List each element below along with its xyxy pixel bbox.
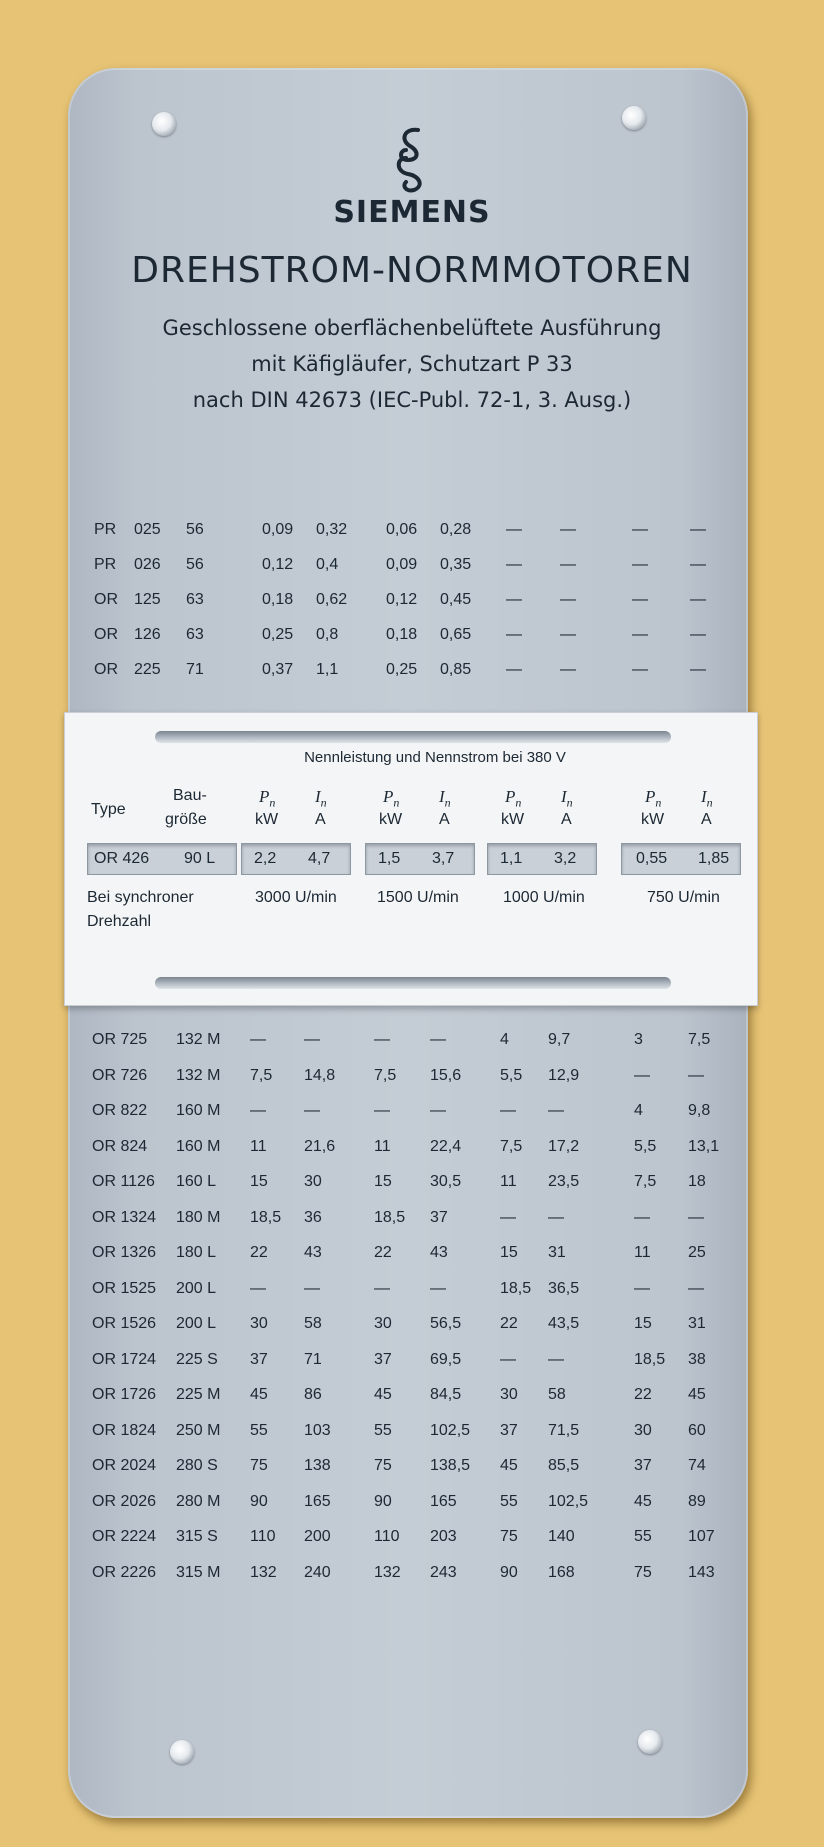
table-cell: — (506, 661, 522, 678)
table-cell: 0,65 (440, 626, 472, 643)
table-cell: — (690, 626, 706, 643)
table-cell: 45 (374, 1386, 392, 1403)
table-cell: 22,4 (430, 1137, 462, 1155)
slider-slot-bottom (155, 977, 671, 989)
window-value: 1,1 (500, 850, 523, 867)
table-cell: — (688, 1208, 704, 1226)
screw-top-left (152, 112, 176, 136)
table-cell: OR 2226 (92, 1563, 157, 1581)
table-cell: 110 (374, 1528, 400, 1545)
table-cell: 25 (688, 1244, 706, 1261)
table-cell: 85,5 (548, 1457, 580, 1474)
table-cell: 74 (688, 1457, 706, 1474)
window-value: 0,55 (636, 850, 668, 867)
table-cell: 225 S (176, 1350, 218, 1368)
table-row (0, 1061, 824, 1091)
table-cell: — (632, 591, 648, 608)
power-subscript: n (269, 795, 276, 810)
table-cell: 132 (250, 1563, 277, 1581)
speed-1500: 1500 U/min (377, 889, 459, 906)
table-cell: — (634, 1066, 650, 1084)
power-symbol: $P_n$ (645, 787, 662, 810)
speed-1000: 1000 U/min (503, 889, 585, 906)
table-cell: PR (94, 521, 117, 538)
table-cell: 280 S (176, 1457, 218, 1474)
table-cell: OR 1526 (92, 1315, 157, 1332)
table-cell: 22 (250, 1244, 268, 1261)
table-cell: 200 L (176, 1315, 217, 1332)
table-cell: — (632, 626, 648, 643)
table-row (0, 1487, 824, 1517)
table-cell: — (548, 1208, 564, 1226)
speed-750: 750 U/min (647, 889, 720, 906)
table-cell: OR 824 (92, 1137, 148, 1155)
table-cell: 9,7 (548, 1031, 571, 1048)
unit-a: A (439, 811, 450, 828)
table-cell: 30 (304, 1173, 322, 1190)
table-cell: 9,8 (688, 1102, 711, 1119)
table-cell: 38 (688, 1350, 706, 1368)
table-cell: 55 (500, 1492, 518, 1510)
table-cell: 132 (374, 1563, 401, 1581)
table-cell: 43 (430, 1244, 448, 1261)
table-cell: 132 M (176, 1031, 221, 1048)
table-cell: 22 (500, 1315, 518, 1332)
table-cell: 56 (186, 521, 204, 538)
unit-kw: kW (501, 811, 525, 828)
table-cell: 5,5 (500, 1066, 523, 1084)
table-cell: — (634, 1208, 650, 1226)
table-cell: 200 L (176, 1279, 217, 1297)
table-cell: 160 M (176, 1137, 221, 1155)
table-cell: 75 (500, 1528, 518, 1545)
slider-slot-top (155, 731, 671, 743)
table-cell: 126 (134, 626, 161, 643)
unit-kw: kW (379, 811, 403, 828)
table-cell: OR 1724 (92, 1350, 157, 1368)
table-cell: — (690, 591, 706, 608)
table-cell: — (506, 556, 522, 573)
table-cell: 0,18 (262, 591, 294, 608)
table-cell: — (250, 1279, 266, 1297)
table-cell: 7,5 (634, 1173, 657, 1190)
value-window-1000 (487, 843, 597, 875)
table-row (0, 1096, 824, 1126)
table-cell: — (304, 1279, 320, 1297)
table-cell: 36 (304, 1208, 322, 1226)
table-cell: — (374, 1279, 390, 1297)
unit-a: A (315, 811, 326, 828)
subtitle-line: mit Käfigläufer, Schutzart P 33 (251, 352, 573, 376)
table-cell: 18,5 (500, 1279, 532, 1297)
table-cell: 56 (186, 556, 204, 573)
screw-bottom-left (170, 1740, 194, 1764)
table-cell: 102,5 (548, 1492, 589, 1510)
table-cell: OR 1324 (92, 1208, 157, 1226)
table-cell: 125 (134, 591, 161, 608)
window-value: 3,2 (554, 850, 577, 867)
value-window-750 (621, 843, 741, 875)
table-cell: OR 1525 (92, 1279, 157, 1297)
footer-label-1: Bei synchroner (87, 889, 194, 906)
table-cell: — (374, 1031, 390, 1048)
table-cell: 240 (304, 1563, 331, 1581)
unit-kw: kW (641, 811, 665, 828)
table-cell: 143 (688, 1563, 715, 1581)
table-cell: 7,5 (688, 1031, 711, 1048)
window-value: 1,85 (698, 850, 730, 867)
table-cell: 30 (500, 1386, 518, 1403)
table-cell: 0,25 (262, 626, 294, 643)
table-cell: 15,6 (430, 1066, 462, 1084)
table-cell: — (430, 1279, 446, 1297)
table-cell: 71 (304, 1350, 322, 1368)
table-cell: — (548, 1350, 564, 1368)
table-cell: 11 (500, 1173, 517, 1190)
table-cell: 138,5 (430, 1457, 471, 1474)
table-cell: — (634, 1279, 650, 1297)
table-cell: 200 (304, 1528, 331, 1545)
table-cell: 55 (634, 1528, 652, 1545)
table-cell: 71 (186, 661, 204, 678)
brand-name: SIEMENS (333, 195, 491, 230)
table-cell: OR 1824 (92, 1421, 157, 1439)
table-row (0, 1238, 824, 1268)
table-cell: 1,1 (316, 661, 339, 678)
table-cell: — (690, 556, 706, 573)
table-cell: 0,06 (386, 521, 418, 538)
table-cell: 22 (634, 1386, 652, 1403)
table-row (0, 1309, 824, 1339)
table-cell: 45 (688, 1386, 706, 1403)
table-cell: — (506, 521, 522, 538)
table-cell: 132 M (176, 1066, 221, 1084)
table-cell: 140 (548, 1528, 575, 1545)
table-cell: 5,5 (634, 1137, 657, 1155)
table-cell: — (250, 1102, 266, 1119)
table-row (0, 1203, 824, 1233)
table-cell: 37 (500, 1421, 518, 1439)
table-cell: 63 (186, 591, 204, 608)
table-cell: — (560, 556, 576, 573)
table-cell: 71,5 (548, 1421, 580, 1439)
table-cell: 165 (304, 1492, 331, 1510)
table-cell: 11 (250, 1137, 267, 1155)
table-cell: 103 (304, 1421, 331, 1439)
table-cell: 7,5 (374, 1066, 397, 1084)
table-cell: OR (94, 661, 118, 678)
table-cell: 168 (548, 1563, 575, 1581)
table-cell: 90 (250, 1492, 268, 1510)
table-cell: 0,37 (262, 661, 294, 678)
power-symbol: $P_n$ (383, 787, 400, 810)
slider-header: Nennleistung und Nennstrom bei 380 V (304, 749, 566, 766)
table-cell: 30 (634, 1421, 652, 1439)
col-size-label-2: größe (165, 811, 207, 828)
table-cell: 15 (250, 1173, 268, 1190)
table-cell: 30 (250, 1315, 268, 1332)
table-cell: 7,5 (500, 1137, 523, 1155)
table-cell: — (632, 521, 648, 538)
table-cell: 250 M (176, 1421, 221, 1439)
table-cell: 18 (688, 1173, 706, 1190)
value-window-type (87, 843, 237, 875)
window-value: 4,7 (308, 850, 331, 867)
value-window-1500 (365, 843, 475, 875)
table-row (0, 1274, 824, 1304)
table-cell: 15 (634, 1315, 652, 1332)
table-cell: 69,5 (430, 1350, 462, 1368)
table-cell: 11 (634, 1244, 651, 1261)
table-cell: 110 (250, 1528, 276, 1545)
power-subscript: n (515, 795, 522, 810)
current-symbol: $I_n$ (315, 787, 327, 810)
table-cell: OR 1326 (92, 1244, 157, 1261)
table-cell: 58 (548, 1386, 566, 1403)
table-cell: 90 (500, 1563, 518, 1581)
speed-3000: 3000 U/min (255, 889, 337, 906)
table-cell: 243 (430, 1563, 457, 1581)
table-cell: — (506, 626, 522, 643)
table-cell: OR 2026 (92, 1492, 157, 1510)
table-cell: — (560, 521, 576, 538)
table-cell: 37 (374, 1350, 392, 1368)
table-cell: — (500, 1102, 516, 1119)
table-cell: — (304, 1031, 320, 1048)
table-cell: — (632, 661, 648, 678)
table-row (0, 655, 824, 685)
table-row (0, 1451, 824, 1481)
table-cell: 0,8 (316, 626, 339, 643)
table-cell: 0,09 (386, 556, 418, 573)
table-cell: 225 M (176, 1386, 221, 1403)
table-cell: 13,1 (688, 1137, 720, 1155)
table-cell: 7,5 (250, 1066, 273, 1084)
table-cell: 18,5 (634, 1350, 666, 1368)
table-cell: 30 (374, 1315, 392, 1332)
table-cell: 11 (374, 1137, 391, 1155)
table-cell: — (430, 1031, 446, 1048)
table-cell: — (632, 556, 648, 573)
table-cell: 37 (634, 1457, 652, 1474)
table-row (0, 1167, 824, 1197)
current-subscript: n (566, 795, 573, 810)
table-cell: 30,5 (430, 1173, 462, 1190)
table-cell: 0,25 (386, 661, 418, 678)
table-cell: OR (94, 626, 118, 643)
table-cell: 55 (374, 1421, 392, 1439)
table-cell: — (430, 1102, 446, 1119)
table-cell: OR 1126 (92, 1173, 155, 1190)
power-symbol: $P_n$ (259, 787, 276, 810)
table-cell: — (560, 661, 576, 678)
current-subscript: n (320, 795, 327, 810)
table-row (0, 515, 824, 545)
table-cell: OR 1726 (92, 1386, 157, 1403)
table-cell: OR (94, 591, 118, 608)
table-cell: 75 (250, 1457, 268, 1474)
table-cell: 22 (374, 1244, 392, 1261)
table-cell: — (250, 1031, 266, 1048)
table-cell: 18,5 (250, 1208, 282, 1226)
table-cell: 45 (634, 1492, 652, 1510)
table-cell: 0,09 (262, 521, 294, 538)
unit-kw: kW (255, 811, 279, 828)
table-cell: 63 (186, 626, 204, 643)
table-cell: OR 726 (92, 1066, 148, 1084)
table-cell: 160 M (176, 1102, 221, 1119)
value-window-3000 (241, 843, 351, 875)
table-cell: 75 (374, 1457, 392, 1474)
table-cell: — (690, 521, 706, 538)
table-cell: 43 (304, 1244, 322, 1261)
table-cell: 4 (500, 1031, 509, 1048)
table-cell: — (506, 591, 522, 608)
table-cell: 0,12 (386, 591, 418, 608)
table-cell: OR 822 (92, 1102, 148, 1119)
table-cell: 107 (688, 1528, 715, 1545)
table-cell: 026 (134, 556, 161, 573)
table-row (0, 1558, 824, 1588)
power-subscript: n (655, 795, 662, 810)
table-row (0, 1132, 824, 1162)
table-row (0, 620, 824, 650)
table-cell: 89 (688, 1492, 706, 1510)
table-cell: 17,2 (548, 1137, 580, 1155)
table-cell: 0,12 (262, 556, 294, 573)
table-cell: — (688, 1279, 704, 1297)
table-row (0, 585, 824, 615)
page-title: DREHSTROM-NORMMOTOREN (131, 250, 693, 291)
table-cell: 37 (250, 1350, 268, 1368)
table-cell: 0,45 (440, 591, 472, 608)
table-cell: 31 (548, 1244, 566, 1261)
table-row (0, 550, 824, 580)
table-cell: OR 725 (92, 1031, 148, 1048)
table-cell: — (560, 626, 576, 643)
table-row (0, 1025, 824, 1055)
table-cell: 31 (688, 1315, 706, 1332)
table-cell: 315 S (176, 1528, 218, 1545)
table-cell: 165 (430, 1492, 457, 1510)
window-size: 90 L (184, 850, 216, 867)
table-cell: — (548, 1102, 564, 1119)
table-cell: 180 M (176, 1208, 221, 1226)
table-cell: 56,5 (430, 1315, 462, 1332)
table-cell: 025 (134, 521, 161, 538)
table-cell: 0,62 (316, 591, 348, 608)
screw-top-right (622, 106, 646, 130)
table-row (0, 1416, 824, 1446)
table-cell: 0,32 (316, 521, 348, 538)
table-cell: 138 (304, 1457, 331, 1474)
table-cell: — (690, 661, 706, 678)
table-cell: 37 (430, 1208, 448, 1226)
current-symbol: $I_n$ (701, 787, 713, 810)
table-cell: 0,4 (316, 556, 339, 573)
subtitle (90, 310, 734, 418)
table-cell: 102,5 (430, 1421, 471, 1439)
table-cell: 86 (304, 1386, 322, 1403)
table-row (0, 1345, 824, 1375)
current-symbol: $I_n$ (439, 787, 451, 810)
window-value: 1,5 (378, 850, 401, 867)
table-cell: — (560, 591, 576, 608)
table-cell: 18,5 (374, 1208, 406, 1226)
screw-bottom-right (638, 1730, 662, 1754)
table-cell: 0,18 (386, 626, 418, 643)
subtitle-line: nach DIN 42673 (IEC-Publ. 72-1, 3. Ausg.) (192, 388, 632, 412)
window-value: 2,2 (254, 850, 277, 867)
table-cell: 14,8 (304, 1066, 336, 1084)
table-cell: 0,28 (440, 521, 472, 538)
table-cell: 45 (500, 1457, 518, 1474)
table-cell: 75 (634, 1563, 652, 1581)
unit-a: A (701, 811, 712, 828)
power-symbol: $P_n$ (505, 787, 522, 810)
table-cell: 58 (304, 1315, 322, 1332)
col-size-label-1: Bau- (173, 787, 207, 804)
table-cell: 160 L (176, 1173, 217, 1190)
table-cell: — (688, 1066, 704, 1084)
siemens-logo-icon (392, 124, 432, 194)
table-row (0, 1380, 824, 1410)
table-cell: 23,5 (548, 1173, 580, 1190)
table-cell: 180 L (176, 1244, 217, 1261)
table-cell: 4 (634, 1102, 643, 1119)
current-subscript: n (706, 795, 713, 810)
table-cell: — (500, 1350, 516, 1368)
table-cell: 43,5 (548, 1315, 580, 1332)
table-cell: 3 (634, 1031, 643, 1048)
table-cell: OR 2024 (92, 1457, 157, 1474)
table-cell: 225 (134, 661, 161, 678)
current-symbol: $I_n$ (561, 787, 573, 810)
table-row (0, 1522, 824, 1552)
subtitle-line: Geschlossene oberflächenbelüftete Ausführung (162, 316, 662, 340)
table-cell: 12,9 (548, 1066, 580, 1084)
table-cell: 60 (688, 1421, 706, 1439)
table-cell: 15 (374, 1173, 392, 1190)
table-cell: 84,5 (430, 1386, 462, 1403)
window-type: OR 426 (94, 850, 150, 867)
slider-card[interactable] (64, 712, 758, 1006)
table-cell: — (500, 1208, 516, 1226)
table-cell: — (374, 1102, 390, 1119)
window-value: 3,7 (432, 850, 455, 867)
table-cell: 203 (430, 1528, 457, 1545)
table-cell: 315 M (176, 1563, 221, 1581)
table-cell: 36,5 (548, 1279, 580, 1297)
table-cell: — (304, 1102, 320, 1119)
unit-a: A (561, 811, 572, 828)
table-cell: 45 (250, 1386, 268, 1403)
table-cell: 0,85 (440, 661, 472, 678)
table-cell: PR (94, 556, 117, 573)
table-cell: OR 2224 (92, 1528, 157, 1545)
power-subscript: n (393, 795, 400, 810)
table-cell: 90 (374, 1492, 392, 1510)
table-cell: 55 (250, 1421, 268, 1439)
table-cell: 0,35 (440, 556, 472, 573)
col-type-label: Type (91, 801, 126, 818)
current-subscript: n (444, 795, 451, 810)
footer-label-2: Drehzahl (87, 913, 152, 930)
table-cell: 21,6 (304, 1137, 336, 1155)
table-cell: 15 (500, 1244, 518, 1261)
table-cell: 280 M (176, 1492, 221, 1510)
